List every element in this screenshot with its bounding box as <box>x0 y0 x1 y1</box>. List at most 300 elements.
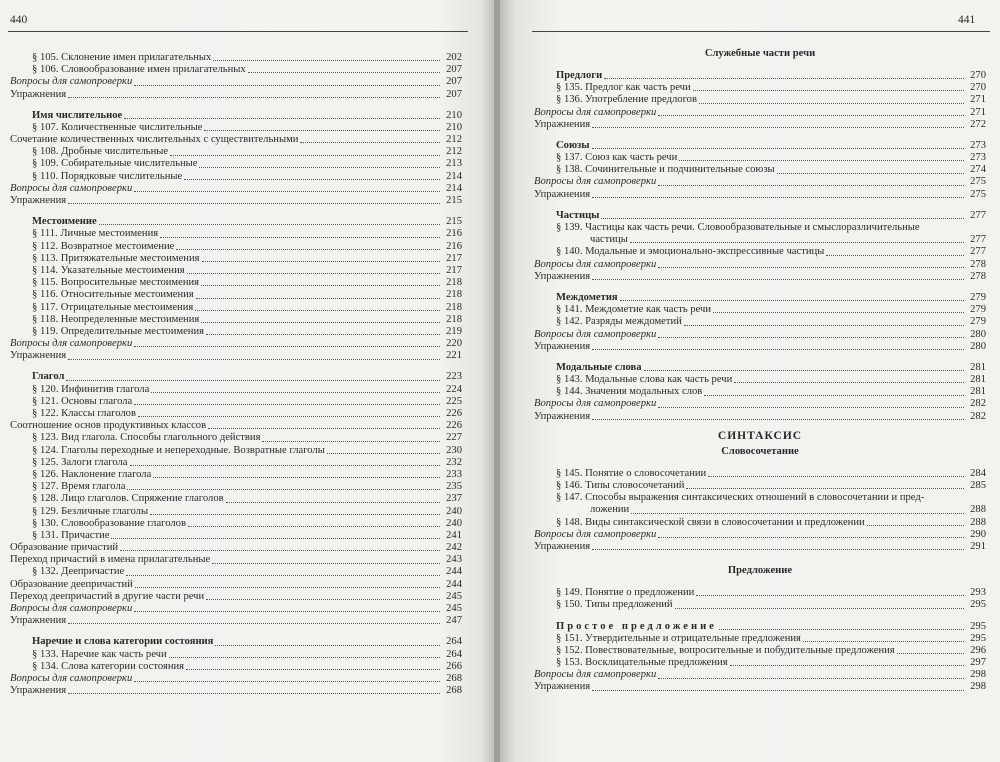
header-rule <box>532 31 990 32</box>
dot-leader <box>215 645 440 646</box>
toc-entry-title: § 110. Порядковые числительные <box>32 170 183 182</box>
toc-entry-title: Вопросы для самопроверки <box>534 328 657 340</box>
dot-leader <box>206 334 440 335</box>
toc-entry-title: Местоимение <box>32 216 97 228</box>
toc-entry-title: Имя числительное <box>32 109 123 121</box>
toc-entry-title: § 107. Количественные числительные <box>32 121 203 133</box>
toc-page-number: 224 <box>446 383 462 395</box>
toc-page-number: 281 <box>970 386 986 398</box>
dot-leader <box>696 595 964 596</box>
dot-leader <box>186 669 440 670</box>
dot-leader <box>204 130 440 131</box>
dot-leader <box>777 173 964 174</box>
toc-entry <box>534 657 986 669</box>
toc-entry <box>534 411 986 423</box>
toc-entry <box>10 396 462 408</box>
toc-page-number: 264 <box>446 636 462 648</box>
toc-entry <box>534 316 986 328</box>
toc-entry <box>534 210 986 222</box>
dot-leader <box>734 382 964 383</box>
toc-entry <box>534 517 986 529</box>
toc-entry <box>10 64 462 76</box>
toc-page-number: 240 <box>446 517 462 529</box>
toc-entry <box>534 362 986 374</box>
toc-page-number: 270 <box>970 82 986 94</box>
dot-leader <box>201 285 440 286</box>
dot-leader <box>187 273 440 274</box>
dot-leader <box>327 453 440 454</box>
toc-page-number: 279 <box>970 291 986 303</box>
dot-leader <box>592 197 964 198</box>
dot-leader <box>184 179 440 180</box>
toc-entry-title: § 111. Личные местоимения <box>32 228 159 240</box>
dot-leader <box>631 513 964 514</box>
dot-leader <box>213 60 440 61</box>
toc-page-number: 218 <box>446 301 462 313</box>
toc-page-number: 243 <box>446 554 462 566</box>
spacer <box>534 553 986 562</box>
toc-entry-title: Вопросы для самопроверки <box>534 528 657 540</box>
toc-entry <box>10 661 462 673</box>
toc-entry <box>10 76 462 88</box>
toc-entry-title: Упражнения <box>534 118 591 130</box>
toc-entry <box>10 591 462 603</box>
toc-entry <box>534 682 986 694</box>
toc-entry-title: ложении <box>590 504 630 516</box>
toc-page-number: 291 <box>970 540 986 552</box>
dot-leader <box>693 90 964 91</box>
dot-leader <box>658 678 964 679</box>
toc-entry <box>534 633 986 645</box>
toc-entry-title: Сочетание количественных числительных с существительными <box>10 134 299 146</box>
toc-entry <box>10 384 462 396</box>
toc-page-number: 272 <box>970 118 986 130</box>
toc-entry-title: § 134. Слова категории состояния <box>32 660 185 672</box>
toc-page-number: 288 <box>970 504 986 516</box>
dot-leader <box>202 261 441 262</box>
section-heading: Предложение <box>727 565 793 577</box>
toc-page-number: 298 <box>970 681 986 693</box>
toc-entry-title: § 146. Типы словосочетаний <box>556 480 685 492</box>
dot-leader <box>134 611 440 612</box>
dot-leader <box>68 623 440 624</box>
toc-entry-title: § 113. Притяжательные местоимения <box>32 252 200 264</box>
toc-entry <box>534 329 986 341</box>
toc-entry <box>10 518 462 530</box>
toc-entry <box>10 554 462 566</box>
toc-entry <box>10 122 462 134</box>
spacer <box>534 201 986 210</box>
toc-entry-title: § 148. Виды синтаксической связи в словосочетании и предложении <box>556 516 865 528</box>
toc-entry-title: § 139. Частицы как часть речи. Словообразовательные и смыслоразличительные <box>556 222 920 234</box>
toc-page-number: 219 <box>446 325 462 337</box>
toc-entry <box>534 645 986 657</box>
toc-entry-title: § 142. Разряды междометий <box>556 316 682 328</box>
toc-entry <box>534 304 986 316</box>
dot-leader <box>188 526 440 527</box>
dot-leader <box>120 550 440 551</box>
toc-entry <box>534 152 986 164</box>
toc-page-number: 288 <box>970 516 986 528</box>
dot-leader <box>679 160 964 161</box>
toc-entry-title: § 108. Дробные числительные <box>32 146 169 158</box>
dot-leader <box>111 538 440 539</box>
toc-page-number: 212 <box>446 134 462 146</box>
toc-page-number: 207 <box>446 64 462 76</box>
toc-entry <box>10 265 462 277</box>
toc-entry-title: § 105. Склонение имен прилагательных <box>32 51 212 63</box>
toc-entry-title: § 124. Глаголы переходные и непереходные. Возвратные глаголы <box>32 444 325 456</box>
toc-page-number: 202 <box>446 51 462 63</box>
toc-entry <box>534 468 986 480</box>
toc-entry-title: § 137. Союз как часть речи <box>556 152 678 164</box>
toc-page-number: 218 <box>446 313 462 325</box>
toc-entry-title: § 138. Сочинительные и подчинительные союзы <box>556 164 775 176</box>
toc-entry-title: § 123. Вид глагола. Способы глагольного действия <box>32 432 261 444</box>
dot-leader <box>124 118 440 119</box>
toc-page-number: 274 <box>970 164 986 176</box>
page-number: 440 <box>10 14 28 26</box>
dot-leader <box>208 428 440 429</box>
toc-page-number: 277 <box>970 246 986 258</box>
toc-entry-title: Междометия <box>556 291 618 303</box>
toc-page-number: 290 <box>970 528 986 540</box>
toc-page-number: 218 <box>446 277 462 289</box>
dot-leader <box>169 657 440 658</box>
toc-entry-title: Союзы <box>556 139 590 151</box>
toc-page-number: 268 <box>446 672 462 684</box>
toc-entry <box>10 408 462 420</box>
toc-entry-title: Вопросы для самопроверки <box>534 106 657 118</box>
dot-leader <box>592 349 964 350</box>
toc-entry-title: Вопросы для самопроверки <box>10 338 133 350</box>
toc-entry-title: § 109. Собирательные числительные <box>32 158 198 170</box>
toc-page-number: 295 <box>970 632 986 644</box>
toc-entry-title: § 120. Инфинитив глагола <box>32 383 150 395</box>
dot-leader <box>658 115 964 116</box>
toc-entry-title: § 133. Наречие как часть речи <box>32 648 167 660</box>
toc-page-number: 217 <box>446 264 462 276</box>
toc-entry-title: § 144. Значения модальных слов <box>556 386 703 398</box>
toc-entry <box>10 52 462 64</box>
toc-entry-title: Упражнения <box>534 410 591 422</box>
toc-page-number: 264 <box>446 648 462 660</box>
dot-leader <box>620 300 964 301</box>
toc-entry <box>534 140 986 152</box>
toc-entry-title: Вопросы для самопроверки <box>534 258 657 270</box>
toc-entry <box>10 326 462 338</box>
toc-entry <box>534 70 986 82</box>
toc-entry-title: Упражнения <box>10 615 67 627</box>
toc-entry <box>534 292 986 304</box>
toc-entry-title: § 135. Предлог как часть речи <box>556 82 691 94</box>
toc-entry-title: Упражнения <box>534 681 591 693</box>
toc-entry-title: § 149. Понятие о предложении <box>556 587 695 599</box>
dot-leader <box>134 346 440 347</box>
toc-page-number: 245 <box>446 603 462 615</box>
toc-page-number: 241 <box>446 529 462 541</box>
dot-leader <box>897 653 964 654</box>
toc-entry-title: Модальные слова <box>556 361 642 373</box>
toc-entry <box>534 94 986 106</box>
toc-page-number: 244 <box>446 566 462 578</box>
toc-entry-title: § 153. Восклицательные предложения <box>556 657 728 669</box>
toc-page-number: 240 <box>446 505 462 517</box>
toc-entry-title: § 132. Деепричастие <box>32 566 125 578</box>
toc-page-number: 298 <box>970 669 986 681</box>
toc-entry-title: § 150. Типы предложений <box>556 599 673 611</box>
toc-entry <box>534 107 986 119</box>
page-number: 441 <box>958 14 976 26</box>
toc-page-number: 268 <box>446 685 462 697</box>
toc-page-number: 242 <box>446 542 462 554</box>
dot-leader <box>134 191 440 192</box>
toc-entry <box>10 481 462 493</box>
toc-page-number: 271 <box>970 94 986 106</box>
toc-entry <box>534 504 986 516</box>
dot-leader <box>196 298 440 299</box>
toc-entry-title: Образование причастий <box>10 542 119 554</box>
toc-page-number: 275 <box>970 176 986 188</box>
dot-leader <box>262 441 440 442</box>
toc-page-number: 244 <box>446 578 462 590</box>
toc-entry-title: § 151. Утвердительные и отрицательные предложения <box>556 632 801 644</box>
toc-page-number: 215 <box>446 195 462 207</box>
dot-leader <box>134 404 440 405</box>
toc-entry <box>10 579 462 591</box>
dot-leader <box>592 279 964 280</box>
toc-page-number: 280 <box>970 340 986 352</box>
toc-entry <box>10 432 462 444</box>
toc-entry-title: Переход деепричастий в другие части речи <box>10 590 205 602</box>
toc-entry <box>10 615 462 627</box>
dot-leader <box>127 489 440 490</box>
dot-leader <box>730 665 964 666</box>
toc-page-number: 232 <box>446 456 462 468</box>
table-of-contents <box>534 45 986 694</box>
toc-page-number: 210 <box>446 121 462 133</box>
toc-page-number: 295 <box>970 620 986 632</box>
toc-entry <box>534 271 986 283</box>
toc-page-number: 295 <box>970 599 986 611</box>
toc-page-number: 270 <box>970 69 986 81</box>
spacer <box>534 353 986 362</box>
toc-page-number: 207 <box>446 88 462 100</box>
toc-entry-title: Упражнения <box>534 340 591 352</box>
dot-leader <box>708 476 964 477</box>
toc-entry-title: § 128. Лицо глаголов. Спряжение глаголов <box>32 493 224 505</box>
dot-leader <box>212 563 440 564</box>
toc-entry <box>534 119 986 131</box>
dot-leader <box>130 465 440 466</box>
toc-entry-title: Глагол <box>32 371 65 383</box>
toc-entry-title: Упражнения <box>534 270 591 282</box>
toc-page-number: 280 <box>970 328 986 340</box>
dot-leader <box>630 242 964 243</box>
toc-page-number: 217 <box>446 252 462 264</box>
toc-entry-title: Вопросы для самопроверки <box>10 76 133 88</box>
spacer <box>10 363 462 372</box>
toc-entry <box>534 341 986 353</box>
toc-page-number: 293 <box>970 587 986 599</box>
toc-page-number: 230 <box>446 444 462 456</box>
toc-page-number: 273 <box>970 152 986 164</box>
dot-leader <box>68 203 440 204</box>
toc-entry-title: Вопросы для самопроверки <box>534 669 657 681</box>
dot-leader <box>704 395 964 396</box>
dot-leader <box>160 237 440 238</box>
toc-entry <box>10 530 462 542</box>
toc-entry <box>10 493 462 505</box>
dot-leader <box>719 629 964 630</box>
toc-entry-title: § 118. Неопределенные местоимения <box>32 313 200 325</box>
toc-entry-title: § 147. Способы выражения синтаксических отношений в словосочетании и пред- <box>556 492 925 504</box>
spacer <box>534 459 986 468</box>
dot-leader <box>68 359 440 360</box>
toc-entry-title: Образование деепричастий <box>10 578 133 590</box>
dot-leader <box>170 155 440 156</box>
dot-leader <box>195 310 440 311</box>
toc-entry <box>534 541 986 553</box>
left-page <box>0 0 496 762</box>
toc-entry-title: Вопросы для самопроверки <box>10 672 133 684</box>
spacer <box>534 283 986 292</box>
toc-entry-title: § 122. Классы глаголов <box>32 408 136 420</box>
toc-page-number: 284 <box>970 467 986 479</box>
dot-leader <box>199 167 440 168</box>
toc-entry-title: Упражнения <box>10 195 67 207</box>
toc-entry <box>10 603 462 615</box>
dot-leader <box>604 78 964 79</box>
spacer <box>534 61 986 70</box>
toc-entry-title: Соотношение основ продуктивных классов <box>10 420 207 432</box>
toc-page-number: 216 <box>446 240 462 252</box>
table-of-contents <box>10 52 462 697</box>
dot-leader <box>644 370 964 371</box>
toc-entry-title: Предлоги <box>556 69 603 81</box>
toc-entry <box>10 110 462 122</box>
toc-page-number: 271 <box>970 106 986 118</box>
toc-page-number: 218 <box>446 289 462 301</box>
toc-entry <box>534 259 986 271</box>
toc-page-number: 216 <box>446 228 462 240</box>
toc-entry <box>10 457 462 469</box>
dot-leader <box>658 407 964 408</box>
toc-entry <box>534 222 986 234</box>
toc-entry-title: § 131. Причастие <box>32 529 110 541</box>
dot-leader <box>803 641 964 642</box>
dot-leader <box>826 255 964 256</box>
toc-entry <box>10 195 462 207</box>
dot-leader <box>658 267 964 268</box>
right-page <box>500 0 1000 762</box>
toc-page-number: 279 <box>970 316 986 328</box>
dot-leader <box>138 416 440 417</box>
toc-entry <box>10 445 462 457</box>
toc-entry-title: § 114. Указательные местоимения <box>32 264 185 276</box>
dot-leader <box>686 488 964 489</box>
dot-leader <box>134 681 440 682</box>
toc-page-number: 282 <box>970 398 986 410</box>
toc-entry <box>534 177 986 189</box>
dot-leader <box>126 575 440 576</box>
toc-entry-title: § 117. Отрицательные местоимения <box>32 301 194 313</box>
dot-leader <box>699 103 964 104</box>
toc-page-number: 277 <box>970 209 986 221</box>
dot-leader <box>150 514 440 515</box>
dot-leader <box>226 502 440 503</box>
toc-entry-title: § 152. Повествовательные, вопросительные и побудительные предложения <box>556 644 895 656</box>
toc-page-number: 235 <box>446 481 462 493</box>
toc-entry <box>10 216 462 228</box>
toc-entry <box>534 587 986 599</box>
toc-page-number: 221 <box>446 350 462 362</box>
toc-page-number: 226 <box>446 408 462 420</box>
toc-entry <box>534 189 986 201</box>
toc-entry <box>10 542 462 554</box>
toc-entry <box>10 253 462 265</box>
toc-page-number: 297 <box>970 657 986 669</box>
dot-leader <box>592 690 964 691</box>
toc-page-number: 233 <box>446 468 462 480</box>
toc-page-number: 266 <box>446 660 462 672</box>
toc-entry <box>534 399 986 411</box>
toc-entry-title: § 129. Безличные глаголы <box>32 505 149 517</box>
toc-entry-title: § 119. Определительные местоимения <box>32 325 204 337</box>
dot-leader <box>658 185 964 186</box>
dot-leader <box>153 477 440 478</box>
toc-entry-title: Вопросы для самопроверки <box>534 176 657 188</box>
toc-page-number: 237 <box>446 493 462 505</box>
dot-leader <box>592 127 964 128</box>
toc-entry-title: § 106. Словообразование имен прилагательных <box>32 64 246 76</box>
toc-page-number: 227 <box>446 432 462 444</box>
toc-entry <box>10 372 462 384</box>
toc-entry <box>10 228 462 240</box>
toc-entry <box>10 636 462 648</box>
dot-leader <box>99 224 440 225</box>
toc-entry <box>534 374 986 386</box>
spacer <box>534 131 986 140</box>
toc-page-number: 278 <box>970 270 986 282</box>
dot-leader <box>151 392 440 393</box>
toc-entry <box>10 171 462 183</box>
toc-entry <box>534 246 986 258</box>
toc-entry-title: § 127. Время глагола <box>32 481 126 493</box>
toc-entry <box>10 183 462 195</box>
toc-page-number: 226 <box>446 420 462 432</box>
toc-entry <box>534 164 986 176</box>
dot-leader <box>176 249 440 250</box>
toc-entry <box>10 302 462 314</box>
toc-entry-title: Упражнения <box>534 540 591 552</box>
toc-page-number: 214 <box>446 170 462 182</box>
toc-entry <box>10 241 462 253</box>
toc-entry <box>534 480 986 492</box>
toc-entry <box>10 649 462 661</box>
toc-entry <box>534 492 986 504</box>
toc-page-number: 220 <box>446 338 462 350</box>
toc-entry-title: § 112. Возвратное местоимение <box>32 240 175 252</box>
dot-leader <box>201 322 440 323</box>
toc-entry <box>534 599 986 611</box>
toc-entry-title: Частицы <box>556 209 600 221</box>
toc-entry-title: § 126. Наклонение глагола <box>32 468 152 480</box>
toc-page-number: 225 <box>446 395 462 407</box>
toc-entry <box>10 289 462 301</box>
toc-entry-title: § 141. Междометие как часть речи <box>556 304 712 316</box>
toc-page-number: 245 <box>446 590 462 602</box>
